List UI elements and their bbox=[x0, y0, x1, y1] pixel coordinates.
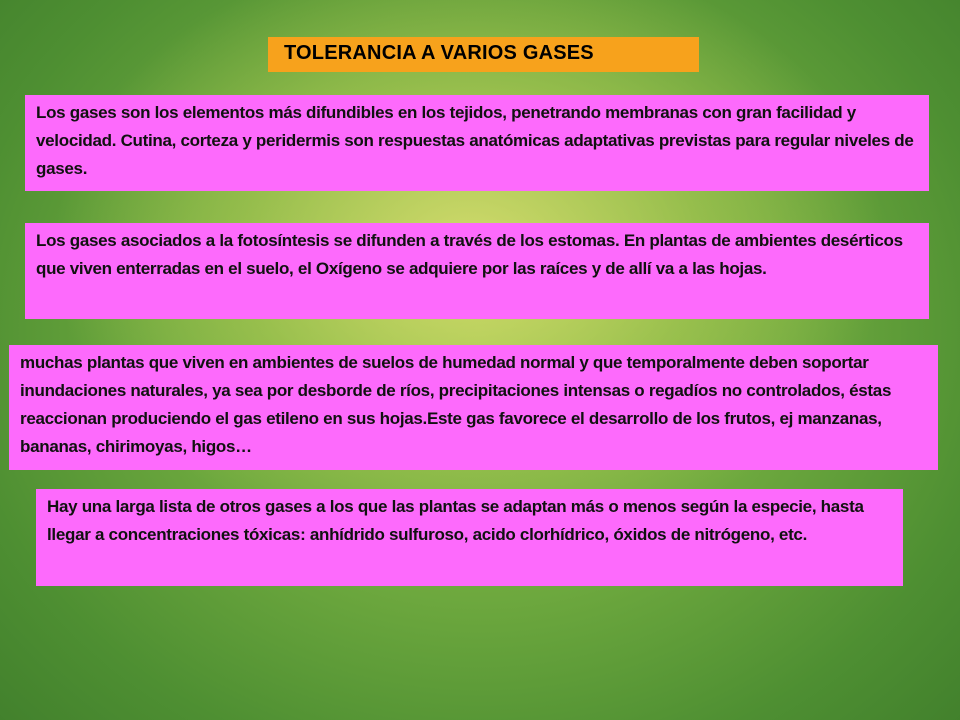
paragraph-box-fotosintesis: Los gases asociados a la fotosíntesis se difunden a través de los estomas. En plantas de ambientes desérticos que viven enterradas en el suelo, el Oxígeno se adquiere por las raíces y de allí va a las hojas. bbox=[25, 223, 929, 319]
slide-title: TOLERANCIA A VARIOS GASES bbox=[268, 37, 699, 72]
paragraph-box-gases-difusion: Los gases son los elementos más difundibles en los tejidos, penetrando membranas con gran facilidad y velocidad. Cutina, corteza y peridermis son respuestas anatómicas adaptativas previstas para regular niveles de gases. bbox=[25, 95, 929, 191]
paragraph-box-gases-toxicos: Hay una larga lista de otros gases a los que las plantas se adaptan más o menos según la especie, hasta llegar a concentraciones tóxicas: anhídrido sulfuroso, acido clorhídrico, óxidos de nitrógeno, etc. bbox=[36, 489, 903, 586]
paragraph-box-etileno: muchas plantas que viven en ambientes de suelos de humedad normal y que temporalmente deben soportar inundaciones naturales, ya sea por desborde de ríos, precipitaciones intensas o regadíos no controlados, éstas reaccionan produciendo el gas etileno en sus hojas.Este gas favorece el desarrollo de los frutos, ej manzanas, bananas, chirimoyas, higos… bbox=[9, 345, 938, 470]
